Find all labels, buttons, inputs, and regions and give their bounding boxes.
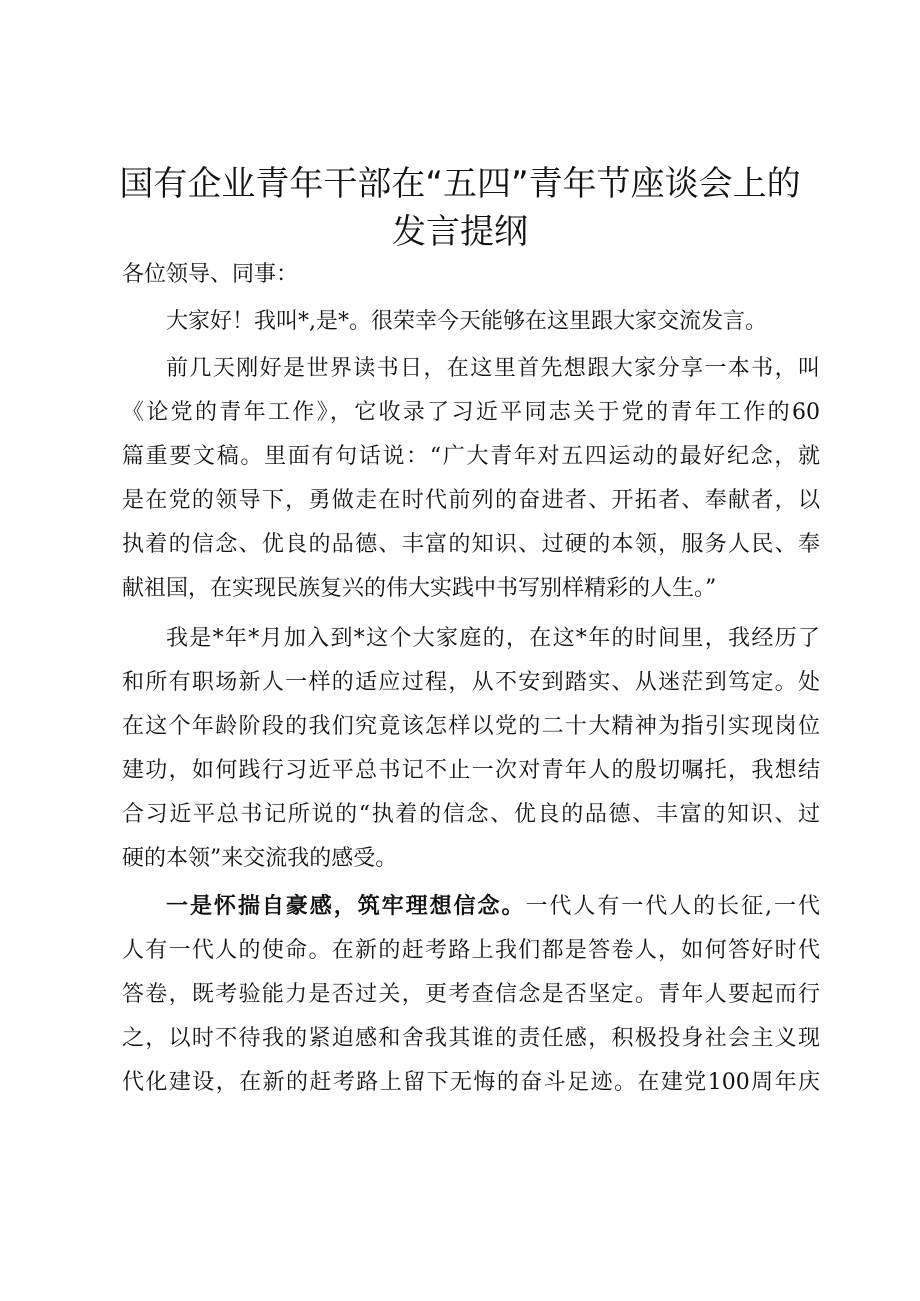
paragraph-line: 答卷，既考验能力是否过关，更考查信念是否坚定。青年人要起而行 [122, 982, 820, 1007]
paragraph-line: 建功，如何践行习近平总书记不止一次对青年人的殷切嘱托，我想结 [122, 758, 820, 783]
paragraph-line: 代化建设，在新的赶考路上留下无悔的奋斗足迹。在建党100周年庆 [122, 1070, 820, 1095]
title-line-2: 发言提纲 [392, 212, 528, 252]
paragraph-line: 在这个年龄阶段的我们究竟该怎样以党的二十大精神为指引实现岗位 [122, 714, 820, 739]
paragraph-line: 《论党的青年工作》，它收录了习近平同志关于党的青年工作的60 [122, 400, 820, 425]
paragraph-line: 和所有职场新人一样的适应过程，从不安到踏实、从迷茫到笃定。处 [122, 670, 820, 695]
section-heading-inline: 一是怀揣自豪感，筑牢理想信念。 [166, 894, 526, 919]
paragraph-line: 我是*年*月加入到*这个大家庭的，在这*年的时间里，我经历了 [166, 626, 820, 651]
paragraph-line: 篇重要文稿。里面有句话说：“广大青年对五四运动的最好纪念，就 [122, 444, 820, 469]
salutation: 各位领导、同事： [122, 262, 299, 287]
paragraph-line: 之，以时不待我的紧迫感和舍我其谁的责任感，积极投身社会主义现 [122, 1026, 820, 1051]
paragraph-line: 硬的本领”来交流我的感受。 [122, 846, 398, 871]
paragraph-line: 献祖国，在实现民族复兴的伟大实践中书写别样精彩的人生。” [122, 576, 717, 601]
paragraph-line: 执着的信念、优良的品德、丰富的知识、过硬的本领，服务人民、奉 [122, 532, 820, 557]
paragraph-line: 前几天刚好是世界读书日，在这里首先想跟大家分享一本书，叫 [166, 356, 820, 381]
paragraph-line: 合习近平总书记所说的“执着的信念、优良的品德、丰富的知识、过 [122, 802, 820, 827]
paragraph-text: 一代人有一代人的长征,一代 [525, 894, 820, 919]
paragraph-line: 人有一代人的使命。在新的赶考路上我们都是答卷人，如何答好时代 [122, 938, 820, 963]
paragraph-line-with-lead [122, 885, 820, 929]
paragraph-line: 是在党的领导下，勇做走在时代前列的奋进者、开拓者、奉献者，以 [122, 488, 820, 513]
paragraph-greeting: 大家好！我叫*,是*。很荣幸今天能够在这里跟大家交流发言。 [166, 309, 767, 334]
title-line-1: 国有企业青年干部在“五四”青年节座谈会上的 [119, 164, 801, 204]
